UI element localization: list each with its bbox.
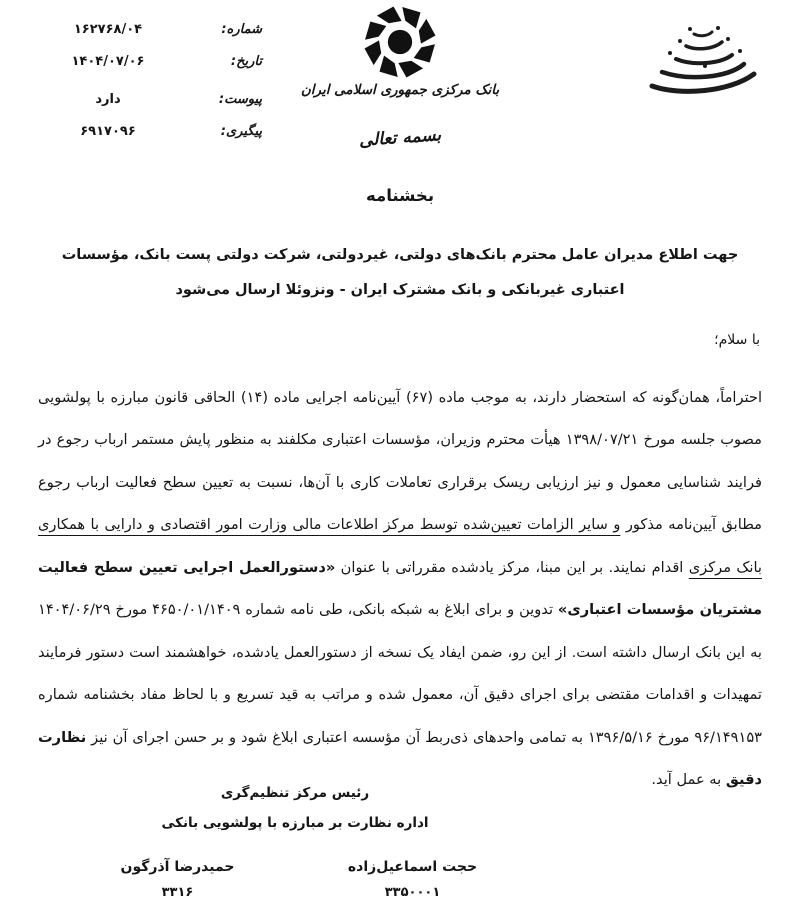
tracking-label: پیگیری: <box>220 124 262 139</box>
number-value: ۱۶۲۷۶۸/۰۴ <box>73 22 143 37</box>
bank-name: بانک مرکزی جمهوری اسلامی ایران <box>300 82 500 98</box>
body-bold-directive-title: «دستورالعمل اجرایی تعیین سطح فعالیت مشتریان مؤسسات اعتباری» <box>38 558 763 619</box>
central-bank-logo-icon <box>358 4 442 80</box>
body-bold-supervision: نظارت دقیق <box>38 728 762 789</box>
besmele-calligraphy: بسمه تعالی <box>358 125 442 151</box>
calligraphy-seal-icon <box>630 20 780 112</box>
signer-right-name: حجت اسماعیل‌زاده <box>347 859 478 875</box>
signer-left-code: ۳۳۱۶ <box>161 885 194 900</box>
salutation: با سلام؛ <box>714 332 760 348</box>
signature-block <box>60 778 530 906</box>
body-segment-3: تدوین و برای ابلاغ به شبکه بانکی، طی نامه شماره ۴۶۵۰/۰۱/۱۴۰۹ مورخ ۱۴۰۴/۰۶/۲۹ به این بانک ارسال داشته است. از این رو، ضمن ایفاد یک نسخه از دستورالعمل یادشده، خواهشمند است دستور فرمایند تمهیدات و اقدامات مقتضی برای اجرای دقیق آن، معمول شده و مراتب به قید تسریع و با لحاظ مفاد بخشنامه شماره ۹۶/۱۴۹۱۵۳ مورخ ۱۳۹۶/۵/۱۶ به تمامی واحدهای ذی‌ربط آن مؤسسه اعتباری ابلاغ شود و بر حسن اجرای آن نیز <box>38 601 762 746</box>
document-type-title: بخشنامه <box>365 186 435 205</box>
signature-title-2: اداره نظارت بر مبارزه با پولشویی بانکی <box>161 815 429 831</box>
attachment-label: پیوست: <box>218 92 262 107</box>
attachment-value: دارد <box>95 92 121 107</box>
signer-right-code: ۳۳۵۰۰۰۱ <box>384 885 441 900</box>
body-paragraph <box>38 377 762 802</box>
signer-right <box>295 854 530 906</box>
body-segment-2: اقدام نمایند. بر این مبنا، مرکز یادشده مقرراتی با عنوان <box>335 558 689 576</box>
number-label: شماره: <box>221 22 262 37</box>
signers-row <box>60 854 530 906</box>
body-underlined-segment: و سایر الزامات تعیین‌شده توسط مرکز اطلاعات مالی وزارت امور اقتصادی و دارایی با همکاری بانک مرکزی <box>38 516 762 576</box>
date-label: تاریخ: <box>230 54 262 69</box>
addressee-paragraph: جهت اطلاع مدیران عامل محترم بانک‌های دولتی، غیردولتی، شرکت دولتی پست بانک، مؤسسات اعتباری غیربانکی و بانک مشترک ایران - ونزوئلا ارسال می‌شود <box>61 247 739 298</box>
signer-left <box>60 854 295 906</box>
body-segment-1: احتراماً، همان‌گونه که استحضار دارند، به موجب ماده (۶۷) آیین‌نامه اجرایی ماده (۱۴) الحاقی قانون مبارزه با پولشویی مصوب جلسه مورخ ۱۳۹۸/۰۷/۲۱ هیأت محترم وزیران، مؤسسات اعتباری مکلفند به منظور پایش مستمر ارباب رجوع در فرایند شناسایی معمول و نیز ارزیابی ریسک برقراری تعاملات کاری با آن‌ها، نسبت به تعیین سطح فعالیت ارباب رجوع مطابق آیین‌نامه مذکور <box>38 388 762 534</box>
signer-left-name: حمیدرضا آذرگون <box>120 859 235 875</box>
tracking-value: ۶۹۱۷۰۹۶ <box>80 124 136 139</box>
date-value: ۱۴۰۴/۰۷/۰۶ <box>71 54 145 69</box>
signature-title-1: رئیس مرکز تنظیم‌گری <box>220 785 370 801</box>
body-segment-4: به عمل آید. <box>651 771 726 789</box>
